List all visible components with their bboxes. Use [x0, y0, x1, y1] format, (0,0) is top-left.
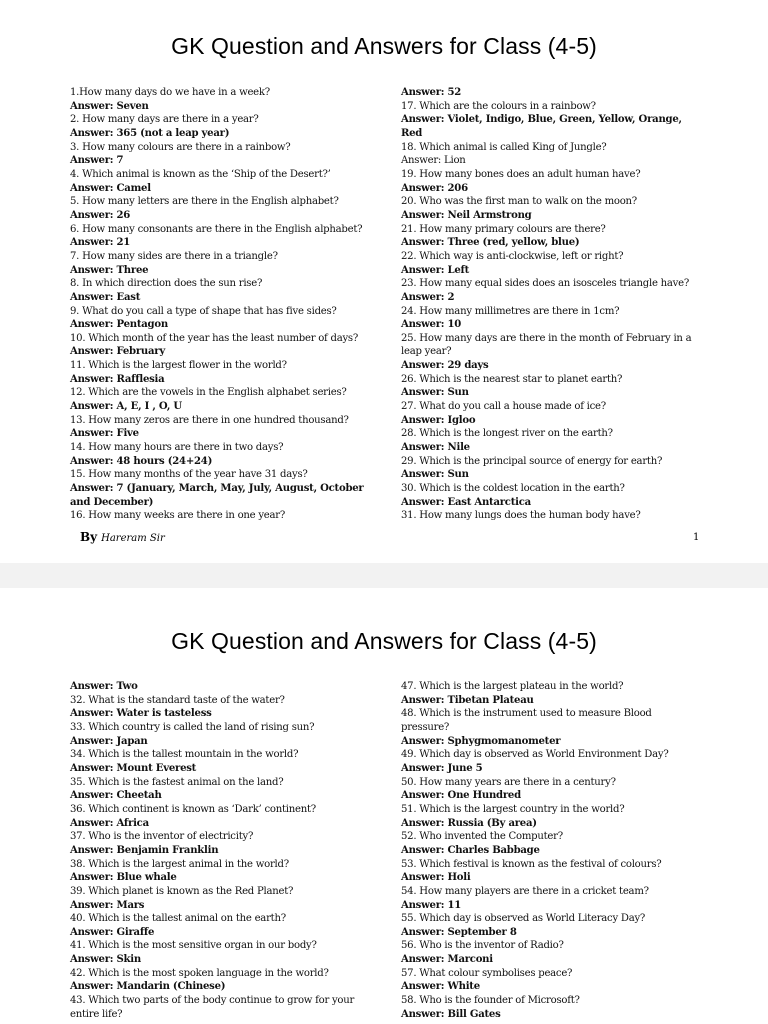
- question-line: 31. How many lungs does the human body have?: [401, 510, 641, 522]
- answer-line: Answer: 2: [401, 291, 455, 303]
- question-line: 19. How many bones does an adult human have?: [401, 168, 641, 180]
- question-line: 3. How many colours are there in a rainbow?: [70, 141, 291, 153]
- answer-line: Answer: Blue whale: [70, 872, 177, 884]
- answer-line: Answer: White: [401, 981, 480, 993]
- question-line: 24. How many millimetres are there in 1cm?: [401, 305, 620, 317]
- question-line: 8. In which direction does the sun rise?: [70, 278, 263, 290]
- answer-line: Answer: Five: [70, 428, 139, 440]
- question-line: 56. Who is the inventor of Radio?: [401, 940, 564, 952]
- question-line: 4. Which animal is known as the ‘Ship of the Desert?’: [70, 168, 331, 180]
- answer-line: Answer: East: [70, 291, 141, 303]
- question-line: 2. How many days are there in a year?: [70, 114, 259, 126]
- answer-line: Answer: Japan: [70, 735, 148, 747]
- question-line: 6. How many consonants are there in the English alphabet?: [70, 223, 363, 235]
- answer-line: Answer: September 8: [401, 926, 517, 938]
- answer-line: Answer: Africa: [70, 817, 149, 829]
- question-line: entire life?: [70, 1008, 123, 1020]
- question-line: 25. How many days are there in the month of February in a: [401, 332, 692, 344]
- question-line: 38. Which is the largest animal in the world?: [70, 858, 289, 870]
- answer-line: Answer: Violet, Indigo, Blue, Green, Yellow, Orange,: [401, 114, 682, 126]
- answer-line: Answer: Three (red, yellow, blue): [401, 237, 580, 249]
- question-line: 11. Which is the largest flower in the world?: [70, 360, 287, 372]
- answer-line: Answer: 10: [401, 319, 462, 331]
- answer-line: Answer: 7 (January, March, May, July, August, October: [70, 483, 364, 495]
- question-line: 36. Which continent is known as ‘Dark’ continent?: [70, 803, 316, 815]
- question-line: 35. Which is the fastest animal on the land?: [70, 776, 284, 788]
- question-line: 48. Which is the instrument used to measure Blood: [401, 708, 652, 720]
- question-line: 18. Which animal is called King of Jungle?: [401, 141, 607, 153]
- question-line: 42. Which is the most spoken language in the world?: [70, 967, 329, 979]
- answer-line: Answer: Mount Everest: [70, 762, 197, 774]
- question-line: 57. What colour symbolises peace?: [401, 967, 573, 979]
- answer-line: and December): [70, 496, 154, 508]
- question-line: 21. How many primary colours are there?: [401, 223, 606, 235]
- author-signature: Hareram Sir: [101, 533, 165, 544]
- answer-line: Answer: Neil Armstrong: [401, 209, 532, 221]
- answer-line: Answer: 206: [401, 182, 468, 194]
- page-number: 1: [693, 532, 700, 543]
- question-line: leap year?: [401, 346, 452, 358]
- answer-line: Answer: Holi: [401, 872, 471, 884]
- answer-line: Answer: Lion: [401, 155, 466, 167]
- question-line: 40. Which is the tallest animal on the earth?: [70, 913, 286, 925]
- question-line: 27. What do you call a house made of ice?: [401, 401, 606, 413]
- answer-line: Answer: 7: [70, 155, 124, 167]
- question-line: 49. Which day is observed as World Environment Day?: [401, 749, 669, 761]
- answer-line: Answer: Left: [401, 264, 470, 276]
- question-line: 58. Who is the founder of Microsoft?: [401, 995, 580, 1007]
- answer-line: Answer: Tibetan Plateau: [401, 694, 534, 706]
- answer-line: Answer: Sun: [401, 387, 469, 399]
- answer-line: Answer: 48 hours (24+24): [70, 455, 213, 467]
- answer-line: Answer: Bill Gates: [401, 1008, 501, 1020]
- question-line: 53. Which festival is known as the festival of colours?: [401, 858, 662, 870]
- answer-line: Answer: Marconi: [401, 954, 493, 966]
- question-line: 12. Which are the vowels in the English alphabet series?: [70, 387, 347, 399]
- answer-line: Answer: Pentagon: [70, 319, 168, 331]
- page-title: GK Question and Answers for Class (4-5): [171, 33, 597, 59]
- answer-line: Answer: A, E, I , O, U: [70, 401, 182, 413]
- question-line: 20. Who was the first man to walk on the moon?: [401, 196, 637, 208]
- answer-line: Answer: 21: [70, 237, 131, 249]
- answer-line: Answer: Seven: [70, 100, 149, 112]
- question-line: 32. What is the standard taste of the water?: [70, 694, 285, 706]
- question-line: 37. Who is the inventor of electricity?: [70, 831, 254, 843]
- question-line: 34. Which is the tallest mountain in the world?: [70, 749, 299, 761]
- left-column: [70, 680, 370, 1021]
- footer-by: By: [80, 530, 98, 544]
- answer-line: Answer: Cheetah: [70, 790, 162, 802]
- answer-line: Answer: 26: [70, 209, 131, 221]
- answer-line: Answer: Igloo: [401, 414, 476, 426]
- footer-author: [80, 530, 165, 544]
- answer-line: Answer: East Antarctica: [401, 496, 531, 508]
- question-line: 33. Which country is called the land of rising sun?: [70, 721, 315, 733]
- right-column: [401, 86, 701, 523]
- question-line: 17. Which are the colours in a rainbow?: [401, 100, 596, 112]
- question-line: 14. How many hours are there in two days?: [70, 442, 284, 454]
- question-line: 52. Who invented the Computer?: [401, 831, 563, 843]
- question-line: 10. Which month of the year has the least number of days?: [70, 332, 359, 344]
- answer-line: Answer: Three: [70, 264, 149, 276]
- question-line: 16. How many weeks are there in one year?: [70, 510, 286, 522]
- question-line: 43. Which two parts of the body continue to grow for your: [70, 995, 355, 1007]
- question-line: pressure?: [401, 721, 450, 733]
- answer-line: Answer: Sun: [401, 469, 469, 481]
- question-line: 30. Which is the coldest location in the earth?: [401, 483, 625, 495]
- answer-line: Answer: 29 days: [401, 360, 489, 372]
- answer-line: Answer: Benjamin Franklin: [70, 844, 219, 856]
- answer-line: Answer: Nile: [401, 442, 470, 454]
- page-title: GK Question and Answers for Class (4-5): [171, 628, 597, 654]
- answer-line: Answer: June 5: [401, 762, 483, 774]
- question-line: 47. Which is the largest plateau in the world?: [401, 681, 624, 692]
- answer-line: Answer: February: [70, 346, 165, 358]
- question-line: 23. How many equal sides does an isosceles triangle have?: [401, 278, 689, 290]
- question-line: 55. Which day is observed as World Literacy Day?: [401, 913, 646, 925]
- question-line: 13. How many zeros are there in one hundred thousand?: [70, 414, 349, 426]
- answer-line: Answer: Russia (By area): [401, 817, 537, 829]
- question-line: 50. How many years are there in a century?: [401, 776, 616, 788]
- question-line: 54. How many players are there in a cricket team?: [401, 885, 649, 897]
- question-line: 29. Which is the principal source of energy for earth?: [401, 455, 663, 467]
- answer-line: Answer: Camel: [70, 182, 151, 194]
- answer-line: Answer: 11: [401, 899, 462, 911]
- answer-line: Answer: Rafflesia: [70, 373, 165, 385]
- answer-line: Answer: Mandarin (Chinese): [70, 981, 226, 993]
- right-column: [401, 680, 701, 1021]
- answer-line: Answer: Mars: [70, 899, 145, 911]
- left-column: [70, 86, 370, 523]
- answer-line: Answer: 365 (not a leap year): [70, 127, 230, 139]
- question-line: 9. What do you call a type of shape that has five sides?: [70, 305, 337, 317]
- question-line: 15. How many months of the year have 31 days?: [70, 469, 308, 481]
- answer-line: Answer: Sphygmomanometer: [401, 735, 561, 747]
- question-line: 51. Which is the largest country in the world?: [401, 803, 625, 815]
- answer-line: Red: [401, 127, 423, 139]
- answer-line: Answer: One Hundred: [401, 790, 521, 802]
- question-line: 22. Which way is anti-clockwise, left or right?: [401, 250, 624, 262]
- question-line: 41. Which is the most sensitive organ in our body?: [70, 940, 317, 952]
- question-line: 28. Which is the longest river on the earth?: [401, 428, 613, 440]
- question-line: 1.How many days do we have in a week?: [70, 87, 270, 98]
- answer-line: Answer: Skin: [70, 954, 141, 966]
- answer-line: Answer: Two: [70, 681, 138, 692]
- answer-line: Answer: Charles Babbage: [401, 844, 540, 856]
- question-line: 5. How many letters are there in the English alphabet?: [70, 196, 339, 208]
- answer-line: Answer: Giraffe: [70, 926, 155, 938]
- answer-line: Answer: Water is tasteless: [70, 708, 212, 720]
- answer-line: Answer: 52: [401, 87, 462, 98]
- question-line: 26. Which is the nearest star to planet earth?: [401, 373, 623, 385]
- question-line: 7. How many sides are there in a triangle?: [70, 250, 278, 262]
- question-line: 39. Which planet is known as the Red Planet?: [70, 885, 294, 897]
- document-page-2: [0, 588, 768, 1024]
